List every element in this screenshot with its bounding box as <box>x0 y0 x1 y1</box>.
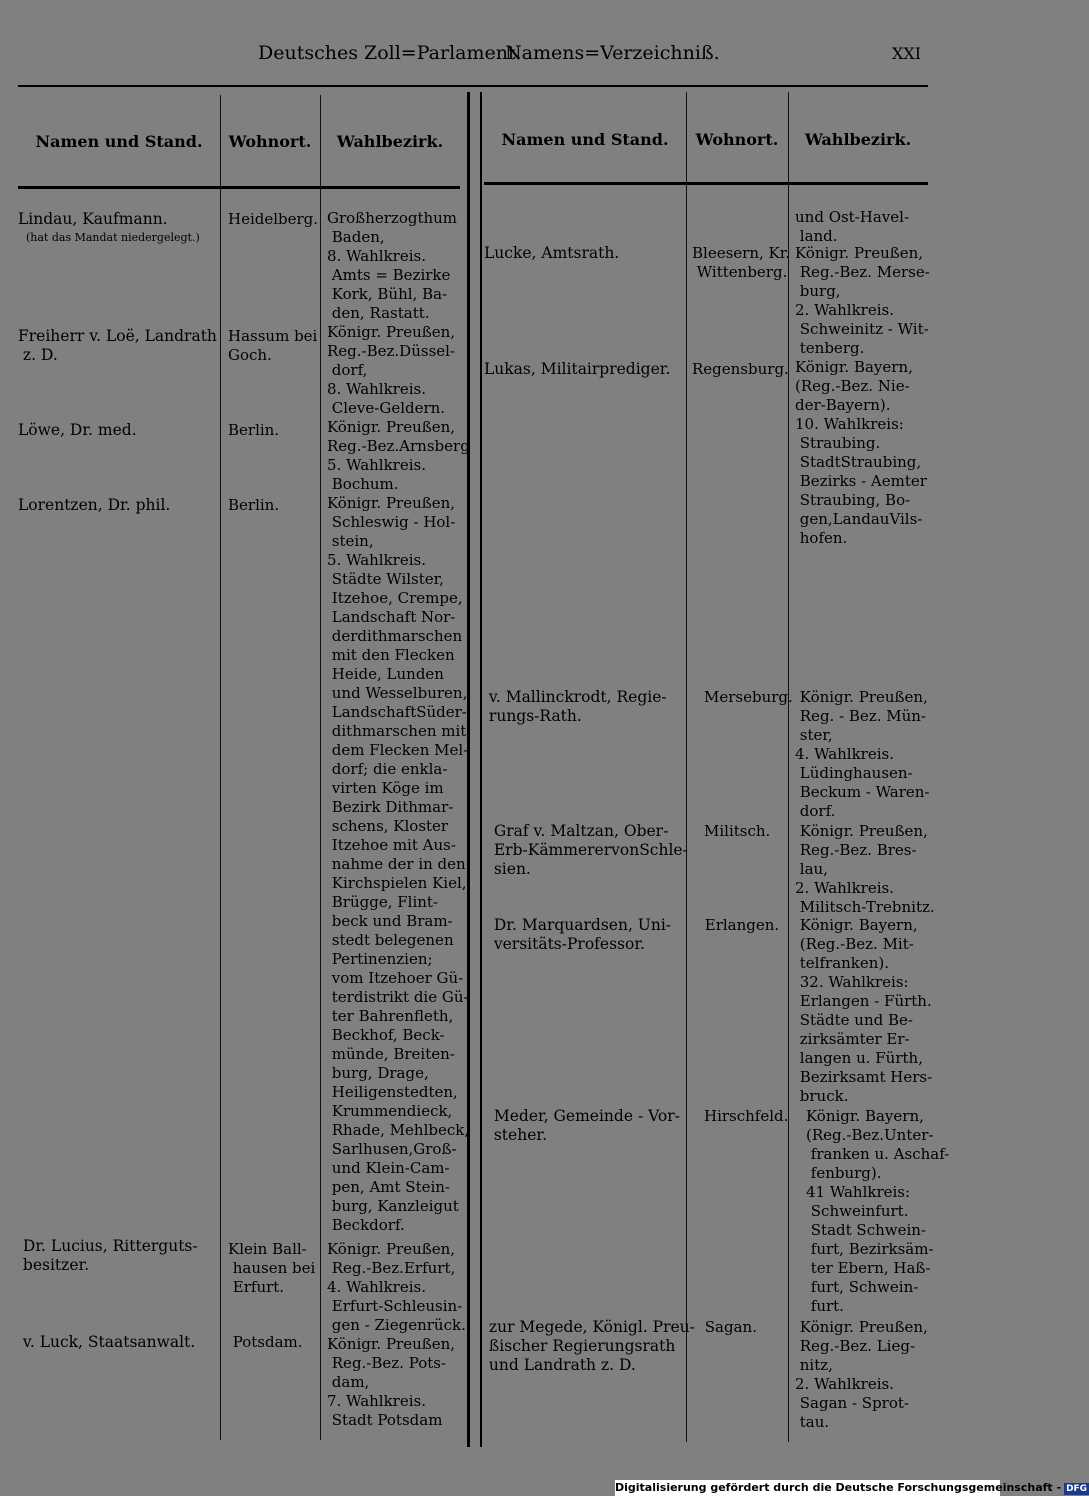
right-entry-5-residence: Erlangen. <box>700 916 780 934</box>
right-entry-6-name: Meder, Gemeinde - Vor- steher. <box>493 1107 680 1144</box>
digitization-footer <box>615 1480 1088 1496</box>
center-divider-right <box>480 92 482 1447</box>
right-entry-4-name: Graf v. Maltzan, Ober- Erb-KämmerervonSchle- sien. <box>493 822 688 878</box>
right-entry-3-name: v. Mallinckrodt, Regie- rungs-Rath. <box>488 688 667 725</box>
left-entry-1-residence: Hassum bei Goch. <box>228 327 318 364</box>
right-entry-7-name: zur Megede, Königl. Preu- ßischer Regierungsrath und Landrath z. D. <box>488 1318 695 1374</box>
left-entry-2-residence: Berlin. <box>228 421 280 439</box>
right-entry-1-name: Lucke, Amtsrath. <box>484 244 620 262</box>
right-header-residence: Wohnort. <box>695 130 779 149</box>
right-entry-1-district: Königr. Preußen, Reg.-Bez. Merse- burg, 2. Wahlkreis. Schweinitz - Wit- tenberg. <box>795 244 930 357</box>
right-entry-5-name: Dr. Marquardsen, Uni- versitäts-Professor. <box>493 916 672 953</box>
right-header-rule <box>484 182 928 185</box>
right-entry-2-residence: Regensburg. <box>692 360 789 378</box>
left-entry-5-residence: Potsdam. <box>228 1333 303 1351</box>
right-col-divider-2 <box>788 92 789 1442</box>
right-entry-7-district: Königr. Preußen, Reg.-Bez. Lieg- nitz, 2. Wahlkreis. Sagan - Sprot- tau. <box>795 1318 928 1431</box>
left-entry-0-district: Großherzogthum Baden, 8. Wahlkreis. Amts = Bezirke Kork, Bühl, Ba- den, Rastatt. <box>327 209 458 322</box>
left-entry-2-name: Löwe, Dr. med. <box>18 421 137 439</box>
left-header-district: Wahlbezirk. <box>336 132 444 151</box>
right-entry-6-residence: Hirschfeld. <box>704 1107 789 1125</box>
right-entry-4-residence: Militsch. <box>704 822 771 840</box>
right-entry-6-district: Königr. Bayern, (Reg.-Bez.Unter- franken u. Aschaf- fenburg). 41 Wahlkreis: Schweinfurt. Stadt Schwein- furt, Bezirksäm- ter Ebern, Haß- furt, Schwein- furt. <box>806 1107 950 1315</box>
left-header-residence: Wohnort. <box>228 132 312 151</box>
right-entry-0-district: und Ost-Havel- land. <box>795 208 910 245</box>
right-entry-5-district: Königr. Bayern, (Reg.-Bez. Mit- telfranken). 32. Wahlkreis: Erlangen - Fürth. Städte und Be- zirksämter Er- langen u. Fürth, Bezirksamt Hers- bruck. <box>799 916 933 1105</box>
left-entry-3-name: Lorentzen, Dr. phil. <box>18 496 171 514</box>
right-entry-2-name: Lukas, Militairprediger. <box>484 360 671 378</box>
right-header-name: Namen und Stand. <box>501 130 669 149</box>
dfg-logo: DFG <box>1066 1484 1088 1494</box>
running-title-right: Namens=Verzeichniß. <box>505 42 720 64</box>
left-entry-4-name: Dr. Lucius, Ritterguts- besitzer. <box>22 1237 198 1274</box>
right-entry-2-district: Königr. Bayern, (Reg.-Bez. Nie- der-Bayern). 10. Wahlkreis: Straubing. StadtStraubing, Bezirks - Aemter Straubing, Bo- gen,LandauVils- hofen. <box>795 358 927 547</box>
left-entry-3-residence: Berlin. <box>228 496 280 514</box>
right-entry-4-district: Königr. Preußen, Reg.-Bez. Bres- lau, 2. Wahlkreis. Militsch-Trebnitz. <box>795 822 935 916</box>
right-col-divider-1 <box>686 92 687 1442</box>
right-entry-7-residence: Sagan. <box>700 1318 757 1336</box>
left-entry-5-district: Königr. Preußen, Reg.-Bez. Pots- dam, 7. Wahlkreis. Stadt Potsdam <box>327 1335 456 1429</box>
left-entry-3-district: Königr. Preußen, Schleswig - Hol- stein, 5. Wahlkreis. Städte Wilster, Itzehoe, Crempe, Landschaft Nor- derdithmarschen mit den Flecken Heide, Lunden und Wesselburen, LandschaftSüder- dithmarschen mit dem Flecken Mel- dorf; die enkla- virten Köge im Bezirk Dithmar- schens, Kloster Itzehoe mit Aus- nahme der in den Kirchspielen Kiel, Brügge, Flint- beck und Bram- stedt belegenen Pertinenzien; vom Itzehoer Gü- terdistrikt die Gü- ter Bahrenfleth, Beckhof, Beck- münde, Breiten- burg, Drage, Heiligenstedten, Krummendieck, Rhade, Mehlbeck, Sarlhusen,Groß- und Klein-Cam- pen, Amt Stein- burg, Kanzleigut Beckdorf. <box>327 494 470 1234</box>
left-entry-2-district: Königr. Preußen, Reg.-Bez.Arnsberg 5. Wahlkreis. Bochum. <box>327 418 470 493</box>
left-entry-1-district: Königr. Preußen, Reg.-Bez.Düssel- dorf, 8. Wahlkreis. Cleve-Geldern. <box>327 323 456 417</box>
footer-text: Digitalisierung gefördert durch die Deutsche Forschungsgemeinschaft - <box>615 1481 1062 1494</box>
left-header-name: Namen und Stand. <box>35 132 203 151</box>
left-entry-5-name: v. Luck, Staatsanwalt. <box>18 1333 196 1351</box>
top-rule <box>18 85 928 87</box>
running-title-left: Deutsches Zoll=Parlament. <box>258 42 522 64</box>
right-header-district: Wahlbezirk. <box>804 130 912 149</box>
left-col-divider-2 <box>320 95 321 1440</box>
left-col-divider-1 <box>220 95 221 1440</box>
left-entry-4-district: Königr. Preußen, Reg.-Bez.Erfurt, 4. Wahlkreis. Erfurt-Schleusin- gen - Ziegenrück. <box>327 1240 466 1334</box>
right-entry-1-residence: Bleesern, Kr. Wittenberg. <box>692 244 791 281</box>
left-entry-0-residence: Heidelberg. <box>228 210 319 228</box>
left-entry-4-residence: Klein Ball- hausen bei Erfurt. <box>228 1240 316 1296</box>
left-header-rule <box>18 186 460 189</box>
right-entry-3-district: Königr. Preußen, Reg. - Bez. Mün- ster, 4. Wahlkreis. Lüdinghausen- Beckum - Waren- dorf. <box>795 688 930 820</box>
left-entry-0-name: Lindau, Kaufmann. <box>18 210 168 228</box>
right-entry-3-residence: Merseburg. <box>704 688 793 706</box>
left-entry-0-note: (hat das Mandat niedergelegt.) <box>26 231 200 244</box>
left-entry-1-name: Freiherr v. Loë, Landrath z. D. <box>18 327 217 364</box>
page-number: XXI <box>892 44 922 63</box>
